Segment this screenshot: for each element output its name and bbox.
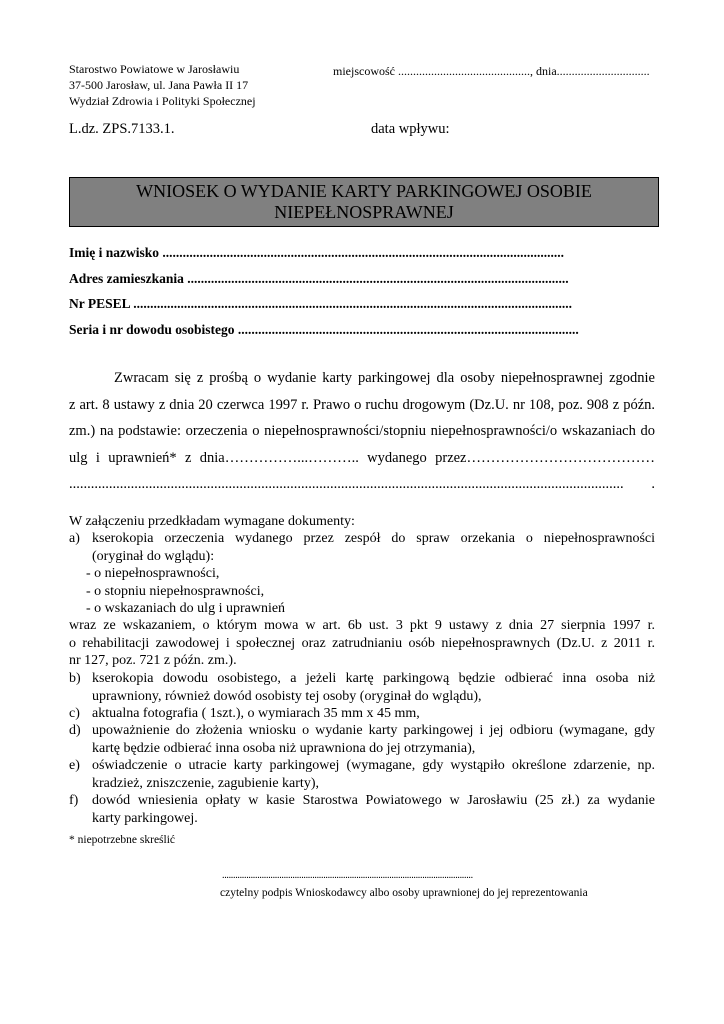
attachment-a-label: a) [69,531,80,546]
attachment-b-label: b) [69,671,81,686]
office-name: Starostwo Powiatowe w Jarosławiu [69,62,240,76]
attachment-b [92,670,655,705]
attachment-a-note [69,617,655,670]
field-address: Adres zamieszkania ................................................................................................................. [69,271,569,286]
attachment-a-subitem: - o wskazaniach do ulg i uprawnień [86,601,286,616]
field-pesel: Nr PESEL .................................................................................................................................. [69,296,573,311]
request-line: z art. 8 ustawy z dnia 20 czerwca 1997 r. Prawo o ruchu drogowym (Dz.U. nr 108, poz. 908 z późn. [69,396,655,413]
attachment-f-line: dowód wniesienia opłaty w kasie Starostwa Powiatowego w Jarosławiu (25 zł.) za wydanie [92,793,655,808]
attachment-f-label: f) [69,793,79,808]
attachment-e-label: e) [69,758,80,773]
attachment-d-label: d) [69,723,81,738]
received-date-label: data wpływu: [371,121,450,137]
attachment-a-subitem: - o stopniu niepełnosprawności, [86,583,265,599]
ldz-number: L.dz. ZPS.7133.1. [69,121,175,137]
attachment-e-line: kradzież, zniszczenie, zagubienie karty), [92,775,319,791]
request-line: ulg i uprawnień* z dnia……………...……….. wydanego przez………………………………… [69,449,655,466]
attachment-a-line: kserokopia orzeczenia wydanego przez zespół do spraw orzekania o niepełnosprawności [92,531,655,546]
attachment-c-label: c) [69,706,80,721]
signature-caption: czytelny podpis Wnioskodawcy albo osoby uprawnionej do jej reprezentowania [220,887,588,899]
attachment-e [92,757,655,792]
attachment-a-note-line: nr 127, poz. 721 z późn. zm.). [69,653,237,668]
attachment-e-line: oświadczenie o utracie karty parkingowej (wymagane, gdy wystąpiło określone zdarzenie, np. [92,758,655,773]
attachment-a-sublist [86,565,285,618]
form-title-box [69,177,659,227]
office-department: Wydział Zdrowia i Polityki Społecznej [69,94,256,108]
attachment-f-line: karty parkingowej. [92,810,198,826]
attachment-a-note-line: wraz ze wskazaniem, o którym mowa w art. 6b ust. 3 pkt 9 ustawy z dnia 27 sierpnia 1997 r. [69,618,655,633]
attachment-b-line: uprawniony, również dowód osobisty tej osoby (oryginał do wglądu), [92,688,482,704]
request-line: zm.) na podstawie: orzeczenia o niepełnosprawności/stopniu niepełnosprawności/o wskazaniach do [69,423,655,439]
attachment-d-line: kartę będzie odbierać inna osoba niż uprawniona do jej otrzymania), [92,740,476,756]
request-paragraph [69,365,655,498]
form-title-line2: NIEPEŁNOSPRAWNEJ [274,202,454,222]
office-address: 37-500 Jarosław, ul. Jana Pawła II 17 [69,78,249,92]
place-date-field: miejscowość ............................................, dnia............................... [333,64,650,78]
attachments-intro: W załączeniu przedkładam wymagane dokumenty: [69,514,355,529]
form-title-line1: WNIOSEK O WYDANIE KARTY PARKINGOWEJ OSOBIE [136,181,592,201]
attachment-a-subitem: - o niepełnosprawności, [86,566,220,581]
attachment-a [92,530,655,565]
signature-line: .................................................................................................................. [222,870,473,881]
request-line: ......................................................................................................................................................... . [69,476,655,492]
attachment-d [92,722,655,757]
attachment-f [92,792,655,827]
field-id-card: Seria i nr dowodu osobistego ..................................................................................................... [69,322,579,337]
attachment-b-line: kserokopia dowodu osobistego, a jeżeli kartę parkingową będzie odbierać inna osoba niż [92,671,655,686]
attachment-a-note-line: o rehabilitacji zawodowej i społecznej oraz zatrudnianiu osób niepełnosprawnych (Dz.U. z 2011 r. [69,635,655,651]
field-name: Imię i nazwisko ....................................................................................................................... [69,245,565,260]
attachment-d-line: upoważnienie do złożenia wniosku o wydanie karty parkingowej i jej odbioru (wymagane, gdy [92,723,655,738]
request-line: Zwracam się z prośbą o wydanie karty parkingowej dla osoby niepełnosprawnej zgodnie [114,370,655,386]
attachment-c: aktualna fotografia ( 1szt.), o wymiarach 35 mm x 45 mm, [92,706,420,721]
footnote: * niepotrzebne skreślić [69,834,176,846]
attachment-a-line: (oryginał do wglądu): [92,548,215,564]
